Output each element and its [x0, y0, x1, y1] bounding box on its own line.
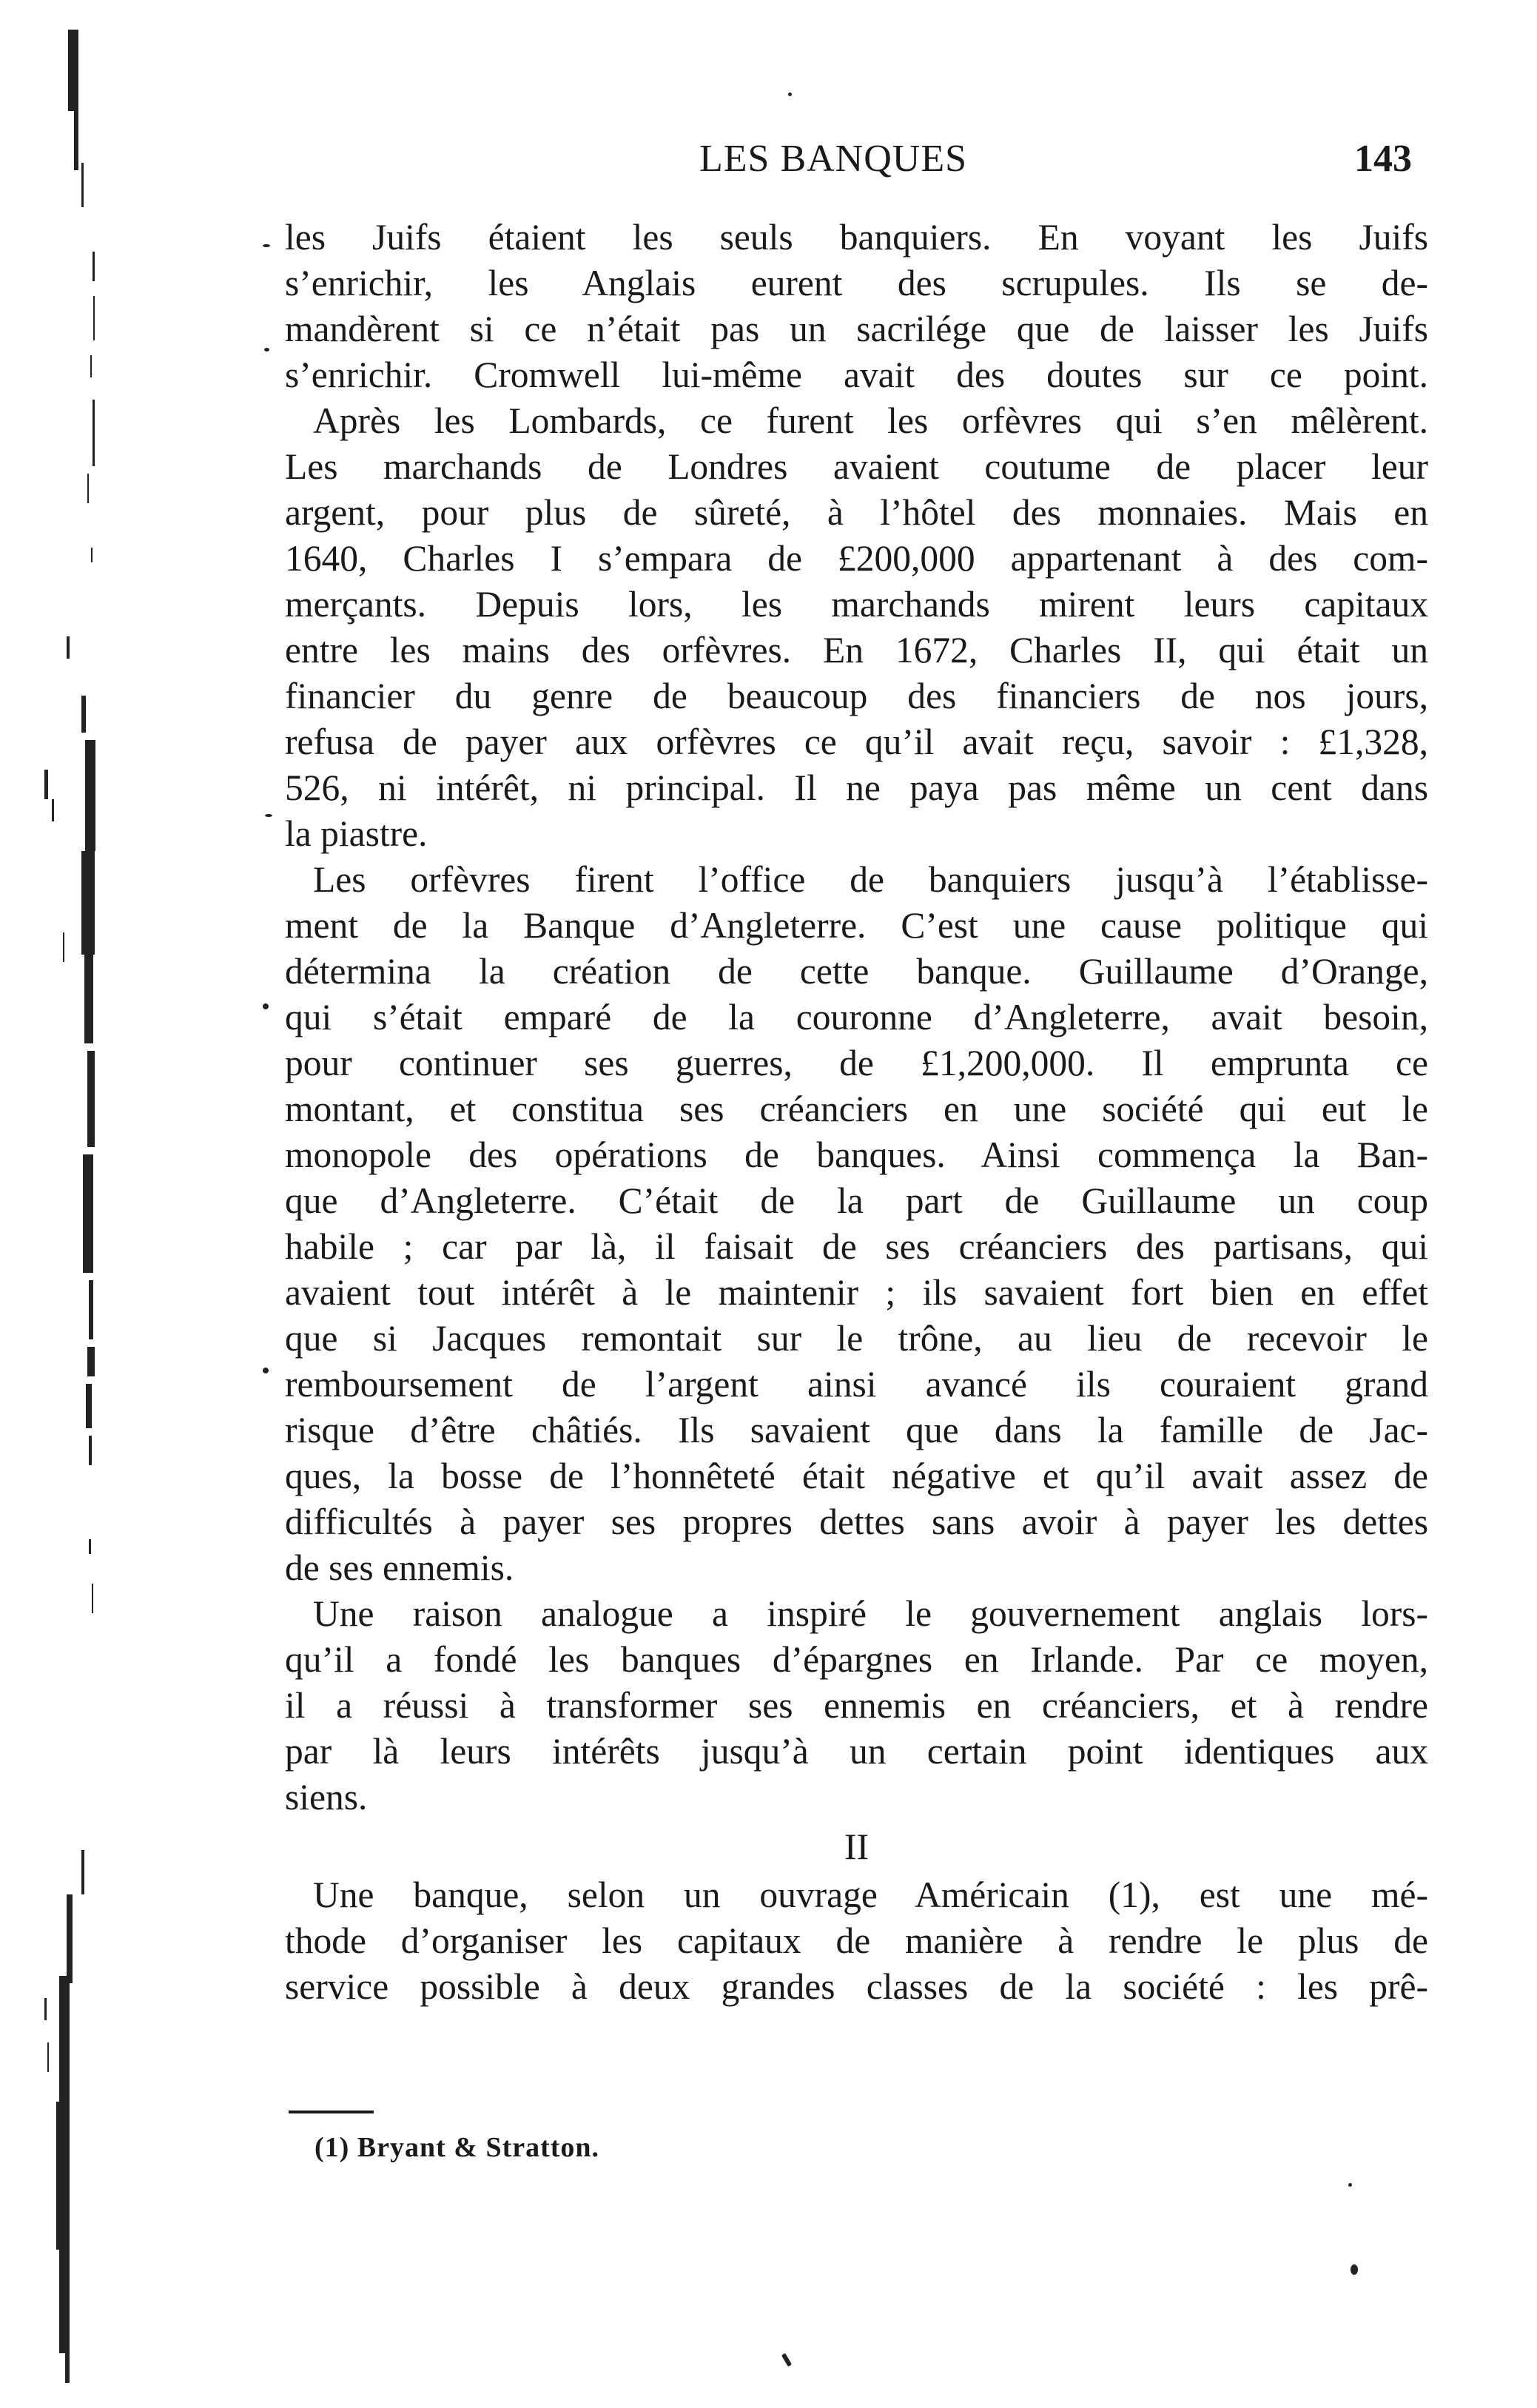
text-line: thode d’organiser les capitaux de manière à rendre le plus de [285, 1920, 1428, 1961]
scan-binding-edge [30, 30, 111, 2383]
text-line: Après les Lombards, ce furent les orfèvres qui s’en mêlèrent. [313, 400, 1428, 441]
text-line: avaient tout intérêt à le maintenir ; ils savaient fort bien en effet [285, 1272, 1428, 1313]
scan-speck [265, 814, 272, 817]
text-line: que si Jacques remontait sur le trône, au lieu de recevoir le [285, 1318, 1428, 1359]
footnote-rule [289, 2111, 374, 2113]
text-line: s’enrichir, les Anglais eurent des scrupules. Ils se de- [285, 263, 1428, 303]
scan-speck [781, 2353, 792, 2367]
text-line: difficultés à payer ses propres dettes sans avoir à payer les dettes [285, 1501, 1428, 1542]
scan-speck [788, 93, 792, 96]
text-line: que d’Angleterre. C’était de la part de Guillaume un coup [285, 1180, 1428, 1221]
text-line: refusa de payer aux orfèvres ce qu’il avait reçu, savoir : £1,328, [285, 722, 1428, 762]
text-line: qui s’était emparé de la couronne d’Angleterre, avait besoin, [285, 997, 1428, 1037]
text-line: les Juifs étaient les seuls banquiers. En voyant les Juifs [285, 217, 1428, 258]
text-line: pour continuer ses guerres, de £1,200,000. Il emprunta ce [285, 1043, 1428, 1083]
scan-speck [263, 244, 270, 247]
text-line: s’enrichir. Cromwell lui-même avait des doutes sur ce point. [285, 354, 1428, 395]
text-line: Les marchands de Londres avaient coutume de placer leur [285, 446, 1428, 487]
text-line: service possible à deux grandes classes de la société : les prê- [285, 1966, 1428, 2007]
text-line: ques, la bosse de l’honnêteté était négative et qu’il avait assez de [285, 1456, 1428, 1496]
running-head [0, 137, 1537, 189]
scan-speck [1348, 2183, 1352, 2187]
text-line: remboursement de l’argent ainsi avancé ils couraient grand [285, 1364, 1428, 1405]
text-line: risque d’être châtiés. Ils savaient que dans la famille de Jac- [285, 1410, 1428, 1450]
page-number: 143 [1354, 138, 1412, 180]
body-text [285, 215, 1428, 2010]
text-line: merçants. Depuis lors, les marchands mirent leurs capitaux [285, 584, 1428, 625]
footnote: (1) Bryant & Stratton. [315, 2132, 600, 2163]
text-line: Les orfèvres firent l’office de banquiers jusqu’à l’établisse- [313, 859, 1428, 900]
scan-speck [263, 1003, 269, 1009]
scan-speck [264, 348, 269, 352]
text-line: Une banque, selon un ouvrage Américain (1), est une mé- [313, 1874, 1428, 1915]
text-line: siens. [285, 1777, 368, 1817]
text-line: Une raison analogue a inspiré le gouvernement anglais lors- [313, 1593, 1428, 1634]
text-line: détermina la création de cette banque. Guillaume d’Orange, [285, 951, 1428, 992]
text-line: habile ; car par là, il faisait de ses créanciers des partisans, qui [285, 1226, 1428, 1267]
text-line: de ses ennemis. [285, 1547, 514, 1588]
text-line: il a réussi à transformer ses ennemis en créanciers, et à rendre [285, 1685, 1428, 1726]
text-line: 1640, Charles I s’empara de £200,000 appartenant à des com- [285, 538, 1428, 579]
text-line: financier du genre de beaucoup des financiers de nos jours, [285, 676, 1428, 716]
text-line: argent, pour plus de sûreté, à l’hôtel des monnaies. Mais en [285, 492, 1428, 533]
text-line: mandèrent si ce n’était pas un sacrilége que de laisser les Juifs [285, 309, 1428, 349]
text-line: 526, ni intérêt, ni principal. Il ne paya pas même un cent dans [285, 767, 1428, 808]
running-title: LES BANQUES [699, 138, 968, 180]
text-line: ment de la Banque d’Angleterre. C’est une cause politique qui [285, 905, 1428, 946]
scan-speck [1351, 2264, 1358, 2275]
text-line: la piastre. [285, 813, 428, 854]
scan-speck [263, 1368, 269, 1373]
text-line: qu’il a fondé les banques d’épargnes en Irlande. Par ce moyen, [285, 1639, 1428, 1680]
text-line: entre les mains des orfèvres. En 1672, Charles II, qui était un [285, 630, 1428, 670]
text-line: par là leurs intérêts jusqu’à un certain point identiques aux [285, 1731, 1428, 1772]
text-line: monopole des opérations de banques. Ainsi commença la Ban- [285, 1134, 1428, 1175]
section-heading: II [844, 1826, 870, 1867]
text-line: montant, et constitua ses créanciers en une société qui eut le [285, 1089, 1428, 1129]
